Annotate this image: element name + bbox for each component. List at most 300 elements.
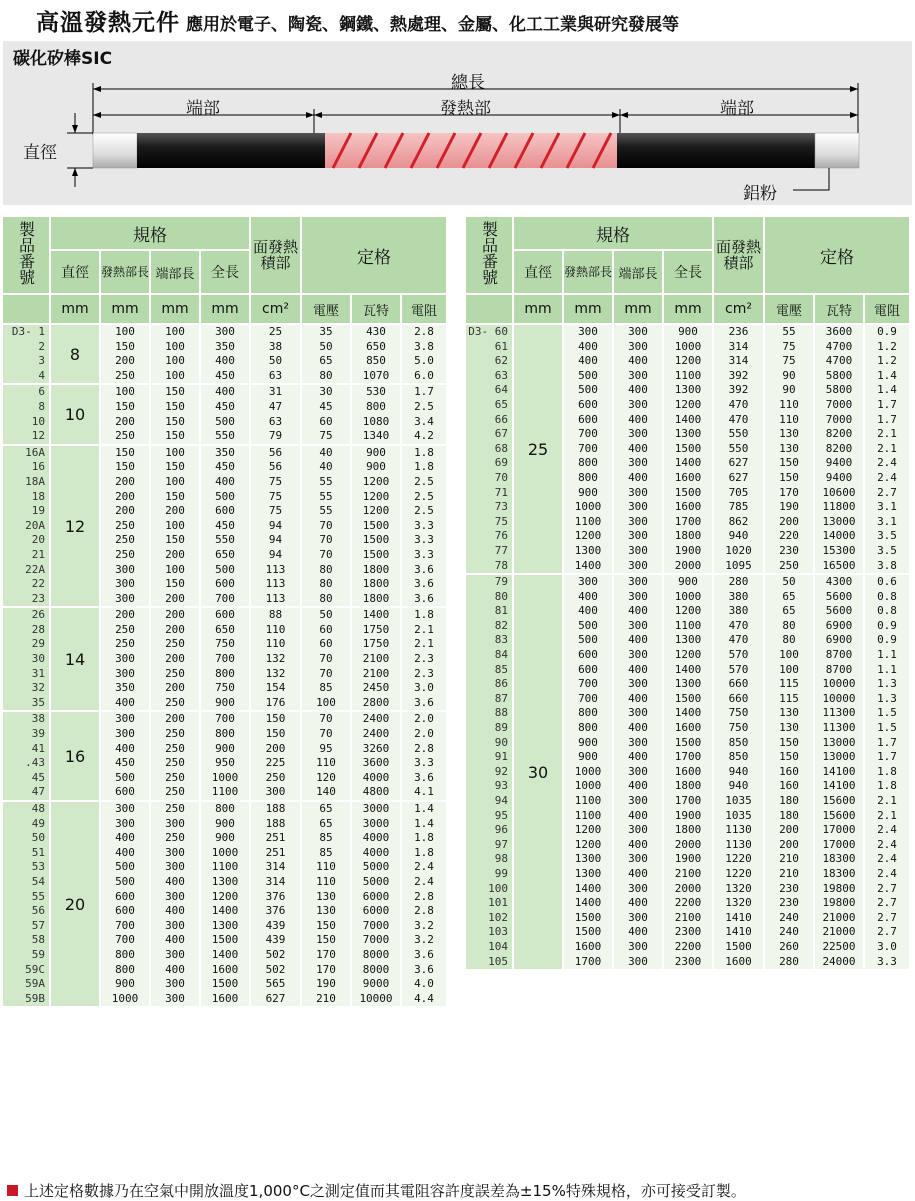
value: 1300 <box>674 633 702 647</box>
value: 154 <box>265 681 286 695</box>
header-resistance: 電阻 <box>865 295 911 325</box>
value: 1100 <box>211 860 239 874</box>
value: 400 <box>628 866 648 880</box>
value: 1400 <box>211 904 239 918</box>
value: 110 <box>316 860 336 874</box>
header-voltage: 電壓 <box>765 295 815 325</box>
value: 300 <box>628 648 648 662</box>
value: 45 <box>319 399 333 413</box>
value: 40 <box>319 460 333 474</box>
value: 150 <box>165 460 185 474</box>
table-row-group <box>3 802 448 1008</box>
value: 150 <box>316 918 336 932</box>
value: 1900 <box>674 543 702 557</box>
value: 63 <box>268 368 283 382</box>
value-cell <box>352 802 402 1008</box>
value: 3.3 <box>414 533 434 547</box>
value: 1070 <box>362 368 390 382</box>
value: 1500 <box>574 910 602 924</box>
value: 4.4 <box>414 991 434 1005</box>
value: 75 <box>268 504 283 518</box>
value: 4700 <box>825 339 853 353</box>
value: 160 <box>779 764 799 778</box>
value: 900 <box>366 445 386 459</box>
value: 1000 <box>574 779 602 793</box>
value: 1000 <box>574 500 602 514</box>
value: 850 <box>366 354 386 368</box>
value: 550 <box>215 429 235 443</box>
product-no: 76 <box>494 529 508 543</box>
value: 1.1 <box>877 662 897 676</box>
value: 900 <box>578 735 598 749</box>
value: 1200 <box>574 529 602 543</box>
value: 1000 <box>674 589 702 603</box>
value: 900 <box>215 741 235 755</box>
value: 314 <box>728 339 749 353</box>
value: 3000 <box>362 802 390 815</box>
value: 1200 <box>574 823 602 837</box>
value: 210 <box>779 866 799 880</box>
diameter-cell: 10 <box>51 385 101 445</box>
value: 650 <box>366 339 386 353</box>
value-cell <box>564 575 614 971</box>
value: 85 <box>319 831 333 845</box>
value: 400 <box>578 339 598 353</box>
value-cell <box>201 712 251 802</box>
value: 2.4 <box>877 823 897 837</box>
header-end-length: 端部長 <box>151 251 201 295</box>
value: 55 <box>319 489 333 503</box>
value: 251 <box>265 831 286 845</box>
value: 130 <box>779 427 799 441</box>
value: 250 <box>165 695 185 709</box>
value: 100 <box>165 368 185 382</box>
value-cell <box>352 446 402 609</box>
value: 120 <box>316 770 336 784</box>
value: 600 <box>115 904 135 918</box>
value: 1200 <box>362 489 390 503</box>
value: 500 <box>115 770 135 784</box>
value: 70 <box>319 727 333 741</box>
value: 1000 <box>211 845 239 859</box>
value: 300 <box>115 727 135 741</box>
value: 14000 <box>822 529 856 543</box>
value: 300 <box>628 939 648 953</box>
value: 11300 <box>822 721 856 735</box>
value: 5.0 <box>414 354 434 368</box>
product-no: 96 <box>494 823 508 837</box>
value: 240 <box>779 925 799 939</box>
product-no: 94 <box>494 794 508 807</box>
value-cell <box>101 325 151 385</box>
product-no: 70 <box>494 470 508 484</box>
value-cell <box>151 712 201 802</box>
value: 11300 <box>822 706 856 720</box>
value: 2.5 <box>414 474 434 488</box>
value: 300 <box>628 881 648 895</box>
value: 94 <box>268 518 283 532</box>
value: 130 <box>316 889 336 903</box>
value-cell <box>664 325 714 575</box>
value: 300 <box>165 860 185 874</box>
value: 200 <box>165 591 185 605</box>
value: 376 <box>265 889 286 903</box>
value: 88 <box>268 608 283 622</box>
value: 900 <box>215 816 235 830</box>
value: 200 <box>115 354 135 368</box>
product-no: 102 <box>488 910 508 924</box>
value: 1600 <box>574 939 602 953</box>
product-no-cell <box>466 325 514 575</box>
value: 130 <box>779 441 799 455</box>
header-heating-length: 發熱部長 <box>564 251 614 295</box>
value: 900 <box>366 460 386 474</box>
value: 565 <box>265 977 286 991</box>
value: 2100 <box>674 866 702 880</box>
value: 2.8 <box>414 904 434 918</box>
value: 5000 <box>362 874 390 888</box>
value: 550 <box>728 441 749 455</box>
value: 392 <box>728 368 749 382</box>
value: 200 <box>165 681 185 695</box>
value: 800 <box>578 456 598 470</box>
value: 100 <box>779 662 799 676</box>
value: 100 <box>165 339 185 353</box>
product-no: 22 <box>31 577 45 591</box>
value: 170 <box>779 485 799 499</box>
value: 1500 <box>362 533 390 547</box>
label-heating-part: 發熱部 <box>440 99 491 119</box>
value: 1300 <box>574 543 602 557</box>
value: 300 <box>628 764 648 778</box>
value: 85 <box>319 845 333 859</box>
value: 300 <box>628 575 648 589</box>
value: 1300 <box>211 918 239 932</box>
value: 1400 <box>574 896 602 910</box>
value: 800 <box>215 802 235 815</box>
value: 800 <box>578 721 598 735</box>
product-no: 31 <box>31 666 45 680</box>
product-no: 41 <box>31 741 45 755</box>
product-no-cell <box>466 575 514 971</box>
value: 3.0 <box>414 681 434 695</box>
value: 300 <box>628 500 648 514</box>
table-row-group <box>466 325 911 575</box>
unit-mm: mm <box>101 295 151 325</box>
product-no: 104 <box>488 939 508 953</box>
value: 1700 <box>674 750 702 764</box>
diameter-cell: 30 <box>514 575 564 971</box>
value-cell <box>865 575 911 971</box>
value: 160 <box>779 779 799 793</box>
product-no: D3- 60 <box>468 325 508 338</box>
value: 170 <box>316 962 336 976</box>
value: 3000 <box>362 816 390 830</box>
page-title <box>36 4 679 38</box>
value: 400 <box>165 933 185 947</box>
value: 188 <box>265 816 286 830</box>
value-cell <box>402 325 448 385</box>
value: 400 <box>165 962 185 976</box>
value: 450 <box>215 368 235 382</box>
product-no: 90 <box>494 735 508 749</box>
value: 40 <box>319 445 333 459</box>
header-heating-area: 面發熱積部 <box>714 217 765 295</box>
product-no: 91 <box>494 750 508 764</box>
label-aluminum-powder: 鋁粉 <box>743 184 777 204</box>
title-main: 高溫發熱元件 <box>36 10 180 36</box>
value: 1600 <box>211 991 239 1005</box>
value: 4.0 <box>414 977 434 991</box>
value: 400 <box>628 896 648 910</box>
value: 1400 <box>574 881 602 895</box>
value: 700 <box>215 652 235 666</box>
value: 1.3 <box>877 677 897 691</box>
unit-product-blank <box>466 295 514 325</box>
value: 1300 <box>574 866 602 880</box>
product-no-cell <box>3 446 51 609</box>
value: 200 <box>779 514 799 528</box>
product-no: 66 <box>494 412 508 426</box>
value: 800 <box>215 666 235 680</box>
value-cell <box>302 802 352 1008</box>
product-no: 12 <box>31 429 45 443</box>
value-cell <box>664 575 714 971</box>
product-no: 86 <box>494 677 508 691</box>
value: 19800 <box>822 881 856 895</box>
value: 190 <box>316 977 336 991</box>
value: 17000 <box>822 823 856 837</box>
value: 314 <box>728 354 749 368</box>
value-cell <box>101 712 151 802</box>
value: 800 <box>215 727 235 741</box>
value: 1300 <box>674 383 702 397</box>
value: 502 <box>265 962 286 976</box>
value-cell <box>402 802 448 1008</box>
value: 2.4 <box>877 456 897 470</box>
value: 230 <box>779 543 799 557</box>
value: 1100 <box>674 618 702 632</box>
product-no: 10 <box>31 414 45 428</box>
value-cell <box>251 446 302 609</box>
value-cell <box>402 608 448 712</box>
value: 5000 <box>362 860 390 874</box>
value: 2.4 <box>877 852 897 866</box>
value: 2000 <box>674 558 702 572</box>
diameter-cell: 25 <box>514 325 564 575</box>
value: 250 <box>115 547 135 561</box>
value-cell <box>101 446 151 609</box>
value: 2.7 <box>877 485 897 499</box>
sic-rod-diagram <box>3 41 912 205</box>
value: 900 <box>215 831 235 845</box>
value: 10000 <box>822 691 856 705</box>
product-no: 67 <box>494 427 508 441</box>
value: 300 <box>115 816 135 830</box>
product-no: .43 <box>25 756 45 770</box>
value: 1200 <box>674 648 702 662</box>
header-watt: 瓦特 <box>815 295 865 325</box>
value: 1220 <box>725 852 752 866</box>
product-no: 59A <box>25 977 45 991</box>
value: 300 <box>628 427 648 441</box>
product-no: 92 <box>494 764 508 778</box>
value: 1.4 <box>414 816 434 830</box>
value: 1300 <box>674 677 702 691</box>
value: 3.5 <box>877 529 897 543</box>
product-no: 98 <box>494 852 508 866</box>
value-cell <box>151 446 201 609</box>
value: 11800 <box>822 500 856 514</box>
value-cell <box>201 325 251 385</box>
value: 400 <box>628 779 648 793</box>
header-diameter: 直徑 <box>514 251 564 295</box>
value: 600 <box>578 412 598 426</box>
value: 1400 <box>674 456 702 470</box>
value: 2.1 <box>877 794 897 807</box>
value: 230 <box>779 896 799 910</box>
value-cell <box>564 325 614 575</box>
value: 1.2 <box>877 339 897 353</box>
product-no: 3 <box>38 354 45 368</box>
header-rating: 定格 <box>765 217 911 295</box>
value: 4000 <box>362 831 390 845</box>
value: 627 <box>265 991 286 1005</box>
value: 50 <box>268 354 283 368</box>
value: 300 <box>115 666 135 680</box>
product-no: 55 <box>31 889 45 903</box>
value: 1000 <box>574 764 602 778</box>
product-no: 6 <box>38 385 45 399</box>
value: 75 <box>268 489 283 503</box>
value: 3.2 <box>414 933 434 947</box>
value: 100 <box>165 445 185 459</box>
value: 1100 <box>574 794 602 807</box>
value: 300 <box>628 618 648 632</box>
value: 94 <box>268 533 283 547</box>
value: 70 <box>319 547 333 561</box>
value: 2.1 <box>877 427 897 441</box>
value: 1200 <box>362 474 390 488</box>
value: 2.4 <box>877 837 897 851</box>
header-rating: 定格 <box>302 217 448 295</box>
value: 900 <box>215 695 235 709</box>
value: 1600 <box>211 962 239 976</box>
product-no: 59B <box>25 991 45 1005</box>
product-no: 4 <box>38 368 45 382</box>
product-no: 59 <box>31 947 45 961</box>
value: 300 <box>165 977 185 991</box>
value: 400 <box>628 750 648 764</box>
value: 1.4 <box>877 383 897 397</box>
value: 400 <box>215 474 235 488</box>
value: 200 <box>115 489 135 503</box>
value: 300 <box>628 954 648 968</box>
value: 1900 <box>674 852 702 866</box>
value: 150 <box>165 489 185 503</box>
value: 6900 <box>825 633 853 647</box>
spec-table-left <box>3 217 448 1008</box>
product-no: 39 <box>31 727 45 741</box>
product-no-cell <box>3 712 51 802</box>
value: 1340 <box>362 429 390 443</box>
value: 10600 <box>822 485 856 499</box>
value: 350 <box>215 339 235 353</box>
value-cell <box>151 608 201 712</box>
value: 210 <box>779 852 799 866</box>
value: 200 <box>779 823 799 837</box>
value: 1.4 <box>877 368 897 382</box>
value: 300 <box>115 562 135 576</box>
value: 70 <box>319 666 333 680</box>
product-no: 18 <box>31 489 45 503</box>
value: 110 <box>265 637 286 651</box>
value: 9400 <box>825 456 853 470</box>
value: 200 <box>165 608 185 622</box>
value: 100 <box>115 385 135 399</box>
value: 1.5 <box>877 721 897 735</box>
table-row-group <box>3 325 448 385</box>
value: 500 <box>215 489 235 503</box>
value-cell <box>352 385 402 445</box>
value: 100 <box>165 354 185 368</box>
value: 1.5 <box>877 706 897 720</box>
value: 376 <box>265 904 286 918</box>
value: 400 <box>628 412 648 426</box>
value: 250 <box>165 785 185 799</box>
value: 3.4 <box>414 414 434 428</box>
header-product-no: 製品番號 <box>3 217 51 295</box>
value: 2200 <box>674 896 702 910</box>
value: 4000 <box>362 770 390 784</box>
product-no: 23 <box>31 591 45 605</box>
product-no: 35 <box>31 695 45 709</box>
product-no: 79 <box>494 575 508 589</box>
value: 1800 <box>674 823 702 837</box>
value: 150 <box>115 339 135 353</box>
value: 450 <box>115 756 135 770</box>
product-no: 77 <box>494 543 508 557</box>
product-no-cell <box>3 608 51 712</box>
value: 65 <box>319 816 333 830</box>
value: 200 <box>115 504 135 518</box>
label-total-length: 總長 <box>451 73 485 93</box>
value: 250 <box>115 533 135 547</box>
value: 200 <box>165 547 185 561</box>
value: 200 <box>165 622 185 636</box>
value: 300 <box>628 677 648 691</box>
value: 250 <box>265 770 286 784</box>
value: 50 <box>782 575 796 589</box>
value: 180 <box>779 808 799 822</box>
value: 1500 <box>674 441 702 455</box>
value: 100 <box>115 325 135 338</box>
value: 150 <box>265 727 286 741</box>
value: 0.9 <box>877 633 897 647</box>
value: 1000 <box>674 339 702 353</box>
value: 570 <box>728 648 749 662</box>
value: 150 <box>265 712 286 726</box>
product-no: 51 <box>31 845 45 859</box>
value: 660 <box>728 691 749 705</box>
value: 1400 <box>674 662 702 676</box>
value: 600 <box>578 662 598 676</box>
value: 90 <box>782 383 796 397</box>
product-no: 97 <box>494 837 508 851</box>
value: 400 <box>628 470 648 484</box>
value: 50 <box>319 608 333 622</box>
value: 170 <box>316 947 336 961</box>
